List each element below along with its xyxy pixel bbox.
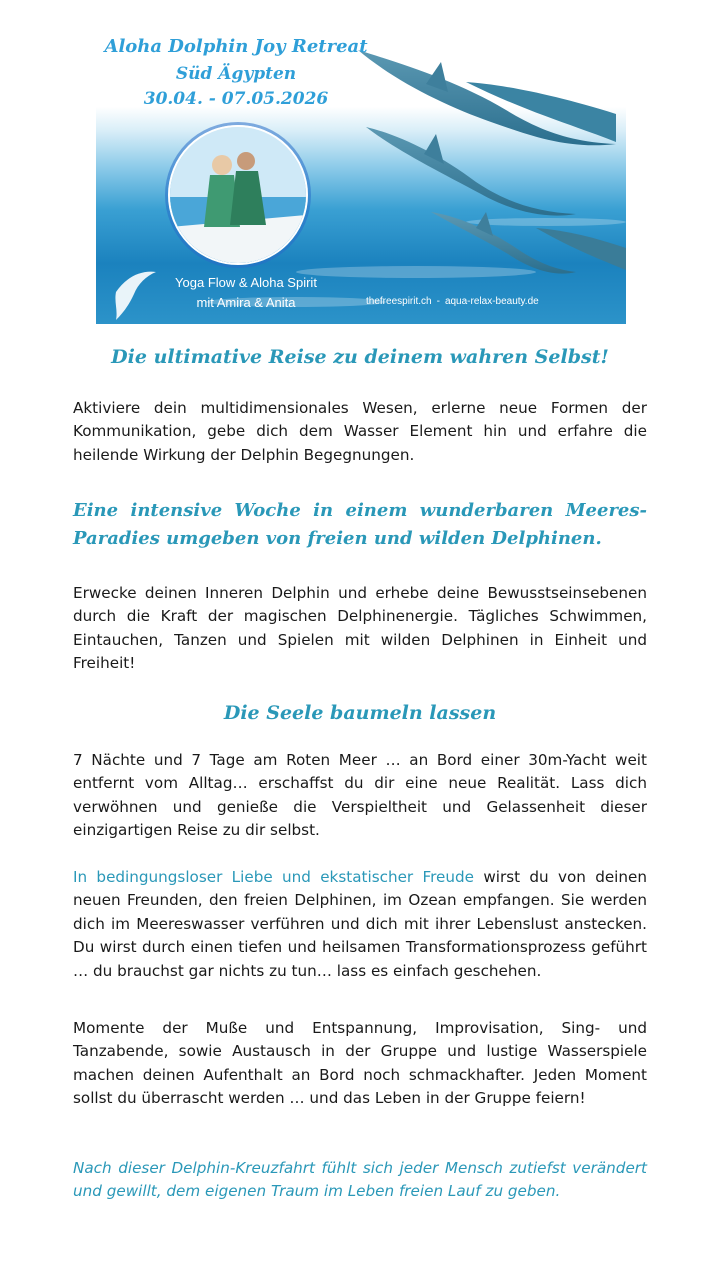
retreat-banner <box>96 22 626 324</box>
love-joy-paragraph <box>73 866 647 983</box>
leisure-paragraph: Momente der Muße und Entspannung, Improvisation, Sing- und Tanzabende, sowie Austausch in der Gruppe und lustige Wasserspiele machen deinen Aufenthalt an Bord noch schmackhafter. Jeden Moment sollst du überrascht werden … und das Leben in der Gruppe feiern! <box>73 1019 647 1108</box>
love-joy-text: wirst du von deinen neuen Freunden, den freien Delphinen, im Ozean empfangen. Sie werden dich im Meereswasser verführen und dich mit ihrer Lebenslust anstecken. Du wirst durch einen tiefen und heilsamen Transformationsprozess geführt … du brauchst gar nichts zu tun… lass es einfach geschehen. <box>73 868 647 980</box>
closing-paragraph: Nach dieser Delphin-Kreuzfahrt fühlt sich jeder Mensch zutiefst verändert und gewillt, dem eigenen Traum im Leben freien Lauf zu geben. <box>73 1159 647 1201</box>
hosts-photo <box>168 125 308 265</box>
headline-intensive-week: Eine intensive Woche in einem wunderbaren Meeres-Paradies umgeben von freien und wilden Delphinen. <box>73 500 647 549</box>
banner-dates: 30.04. - 07.05.2026 <box>143 89 329 109</box>
highlight-text: In bedingungsloser Liebe und ekstatischer Freude <box>73 868 474 886</box>
banner-links <box>366 296 539 307</box>
inner-dolphin-paragraph: Erwecke deinen Inneren Delphin und erhebe deine Bewusstseinsebenen durch die Kraft der magischen Delphinenergie. Tägliches Schwimmen, Eintauchen, Tanzen und Spielen mit wilden Delphinen in Einheit und Freiheit! <box>73 584 647 673</box>
intro-paragraph: Aktiviere dein multidimensionales Wesen, erlerne neue Formen der Kommunikation, gebe dich dem Wasser Element hin und erfahre die heilende Wirkung der Delphin Begegnungen. <box>73 399 647 464</box>
banner-tagline: Yoga Flow & Aloha Spirit <box>175 275 317 290</box>
link-separator: - <box>436 296 440 307</box>
yacht-paragraph: 7 Nächte und 7 Tage am Roten Meer … an Bord einer 30m-Yacht weit entfernt vom Alltag… erschaffst du dir eine neue Realität. Lass dich verwöhnen und genieße die Verspieltheit und Gelassenheit dieser einzigartigen Reise zu dir selbst. <box>73 751 647 840</box>
banner-hosts: mit Amira & Anita <box>196 295 296 310</box>
link-thefreespirit[interactable]: thefreespirit.ch <box>366 296 432 307</box>
headline-soul: Die Seele baumeln lassen <box>223 702 497 724</box>
banner-location: Süd Ägypten <box>175 64 297 84</box>
headline-ultimate-journey: Die ultimative Reise zu deinem wahren Selbst! <box>111 346 609 368</box>
link-aqua-relax-beauty[interactable]: aqua-relax-beauty.de <box>444 296 539 307</box>
banner-title: Aloha Dolphin Joy Retreat <box>104 36 368 57</box>
